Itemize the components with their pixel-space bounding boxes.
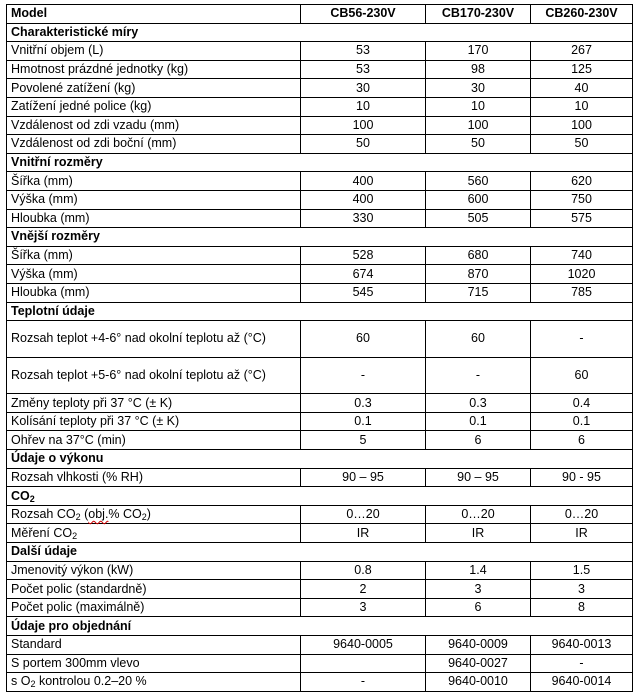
row-value: 0.1 <box>426 412 531 431</box>
table-row <box>7 598 633 617</box>
section-header-row <box>7 450 633 469</box>
row-value: 6 <box>531 431 633 450</box>
row-label: Kolísání teploty při 37 °C (± K) <box>7 412 301 431</box>
row-value: 30 <box>426 79 531 98</box>
section-header-row <box>7 228 633 247</box>
section-header-row <box>7 153 633 172</box>
row-value: 40 <box>531 79 633 98</box>
row-value: 60 <box>426 321 531 358</box>
row-value: 0…20 <box>426 505 531 524</box>
row-value: - <box>301 673 426 692</box>
section-title: Vnitřní rozměry <box>7 153 633 172</box>
table-row <box>7 97 633 116</box>
table-row <box>7 209 633 228</box>
row-value: - <box>301 357 426 394</box>
row-label: Jmenovitý výkon (kW) <box>7 561 301 580</box>
table-row <box>7 431 633 450</box>
row-value: 0.8 <box>301 561 426 580</box>
section-header-row <box>7 543 633 562</box>
row-value: 1.4 <box>426 561 531 580</box>
table-row <box>7 116 633 135</box>
row-label: Rozsah $CO_2$ (obj.% $CO_2$) <box>7 505 301 524</box>
section-header-row <box>7 487 633 506</box>
section-title: Teplotní údaje <box>7 302 633 321</box>
spec-table-body <box>7 23 633 691</box>
header-model-cb56: CB56-230V <box>301 5 426 24</box>
table-row <box>7 654 633 673</box>
row-value: 8 <box>531 598 633 617</box>
row-value: 53 <box>301 60 426 79</box>
row-value: 6 <box>426 598 531 617</box>
row-value: 30 <box>301 79 426 98</box>
row-value: 9640-0013 <box>531 636 633 655</box>
row-value: 674 <box>301 265 426 284</box>
row-label: Počet polic (standardně) <box>7 580 301 599</box>
row-value: 528 <box>301 246 426 265</box>
row-value: 10 <box>531 97 633 116</box>
row-label: Povolené zatížení (kg) <box>7 79 301 98</box>
row-value: 0.3 <box>301 394 426 413</box>
section-title: Údaje pro objednání <box>7 617 633 636</box>
table-row <box>7 283 633 302</box>
row-value: 870 <box>426 265 531 284</box>
row-value: 90 – 95 <box>426 468 531 487</box>
row-label: Rozsah teplot +5-6° nad okolní teplotu až (°C) <box>7 357 301 394</box>
row-value: 0.4 <box>531 394 633 413</box>
row-label: Standard <box>7 636 301 655</box>
table-row <box>7 580 633 599</box>
table-row <box>7 42 633 61</box>
row-value: 560 <box>426 172 531 191</box>
row-value: 575 <box>531 209 633 228</box>
table-row <box>7 190 633 209</box>
table-row <box>7 394 633 413</box>
table-row <box>7 412 633 431</box>
row-value: 60 <box>531 357 633 394</box>
row-value: 3 <box>426 580 531 599</box>
row-label: Vzdálenost od zdi boční (mm) <box>7 135 301 154</box>
row-value: 600 <box>426 190 531 209</box>
row-value: 50 <box>301 135 426 154</box>
table-row <box>7 524 633 543</box>
row-value: 100 <box>531 116 633 135</box>
row-value: 10 <box>426 97 531 116</box>
row-label: Šířka (mm) <box>7 172 301 191</box>
section-title: Další údaje <box>7 543 633 562</box>
row-value: - <box>426 357 531 394</box>
row-value: IR <box>426 524 531 543</box>
row-value: 50 <box>531 135 633 154</box>
row-value: 267 <box>531 42 633 61</box>
row-label: Změny teploty při 37 °C (± K) <box>7 394 301 413</box>
row-value: 0…20 <box>301 505 426 524</box>
row-value: 98 <box>426 60 531 79</box>
header-row <box>7 5 633 24</box>
row-value: IR <box>301 524 426 543</box>
row-label: Rozsah teplot +4-6° nad okolní teplotu až (°C) <box>7 321 301 358</box>
row-label: Ohřev na 37°C (min) <box>7 431 301 450</box>
row-value: 0.3 <box>426 394 531 413</box>
section-title: Charakteristické míry <box>7 23 633 42</box>
table-row <box>7 172 633 191</box>
row-value: 9640-0005 <box>301 636 426 655</box>
row-label: s $O_2$ kontrolou 0.2–20 % <box>7 673 301 692</box>
row-value: 9640-0027 <box>426 654 531 673</box>
header-model-cb260: CB260-230V <box>531 5 633 24</box>
row-value: 400 <box>301 172 426 191</box>
header-model-label: Model <box>7 5 301 24</box>
table-row <box>7 265 633 284</box>
row-value: 330 <box>301 209 426 228</box>
header-model-cb170: CB170-230V <box>426 5 531 24</box>
row-value: 740 <box>531 246 633 265</box>
row-value: - <box>531 654 633 673</box>
row-value: IR <box>531 524 633 543</box>
row-value: 0.1 <box>531 412 633 431</box>
row-value: - <box>531 321 633 358</box>
row-value: 620 <box>531 172 633 191</box>
row-value: 545 <box>301 283 426 302</box>
row-value: 2 <box>301 580 426 599</box>
section-title: Údaje o výkonu <box>7 450 633 469</box>
row-value: 505 <box>426 209 531 228</box>
row-value: 10 <box>301 97 426 116</box>
row-value: 9640-0014 <box>531 673 633 692</box>
row-value: 3 <box>531 580 633 599</box>
row-label: Rozsah vlhkosti (% RH) <box>7 468 301 487</box>
table-row <box>7 357 633 394</box>
row-value <box>301 654 426 673</box>
section-header-row <box>7 302 633 321</box>
table-row <box>7 636 633 655</box>
row-label: Hmotnost prázdné jednotky (kg) <box>7 60 301 79</box>
row-label: Šířka (mm) <box>7 246 301 265</box>
row-value: 6 <box>426 431 531 450</box>
row-value: 9640-0010 <box>426 673 531 692</box>
row-label: Výška (mm) <box>7 190 301 209</box>
section-title: $CO_2$ <box>7 487 633 506</box>
row-value: 785 <box>531 283 633 302</box>
row-value: 3 <box>301 598 426 617</box>
row-value: 750 <box>531 190 633 209</box>
table-row <box>7 561 633 580</box>
row-label: Počet polic (maximálně) <box>7 598 301 617</box>
row-value: 100 <box>426 116 531 135</box>
table-row <box>7 60 633 79</box>
table-row <box>7 135 633 154</box>
row-label: Zatížení jedné police (kg) <box>7 97 301 116</box>
row-value: 715 <box>426 283 531 302</box>
row-value: 53 <box>301 42 426 61</box>
spec-table <box>6 4 633 692</box>
table-row <box>7 246 633 265</box>
table-row <box>7 79 633 98</box>
row-value: 125 <box>531 60 633 79</box>
row-label: Hloubka (mm) <box>7 283 301 302</box>
section-title: Vnější rozměry <box>7 228 633 247</box>
table-row <box>7 505 633 524</box>
row-value: 1020 <box>531 265 633 284</box>
row-value: 680 <box>426 246 531 265</box>
row-label: Hloubka (mm) <box>7 209 301 228</box>
row-value: 90 – 95 <box>301 468 426 487</box>
table-row <box>7 468 633 487</box>
row-value: 9640-0009 <box>426 636 531 655</box>
spec-table-container <box>6 4 633 692</box>
row-label: Vnitřní objem (L) <box>7 42 301 61</box>
row-value: 60 <box>301 321 426 358</box>
row-label: S portem 300mm vlevo <box>7 654 301 673</box>
row-value: 0…20 <box>531 505 633 524</box>
row-value: 400 <box>301 190 426 209</box>
row-value: 100 <box>301 116 426 135</box>
table-row <box>7 673 633 692</box>
table-row <box>7 321 633 358</box>
row-label: Výška (mm) <box>7 265 301 284</box>
row-value: 5 <box>301 431 426 450</box>
section-header-row <box>7 23 633 42</box>
row-label: Měření $CO_2$ <box>7 524 301 543</box>
row-value: 0.1 <box>301 412 426 431</box>
row-value: 90 - 95 <box>531 468 633 487</box>
row-label: Vzdálenost od zdi vzadu (mm) <box>7 116 301 135</box>
row-value: 170 <box>426 42 531 61</box>
section-header-row <box>7 617 633 636</box>
row-value: 50 <box>426 135 531 154</box>
row-value: 1.5 <box>531 561 633 580</box>
